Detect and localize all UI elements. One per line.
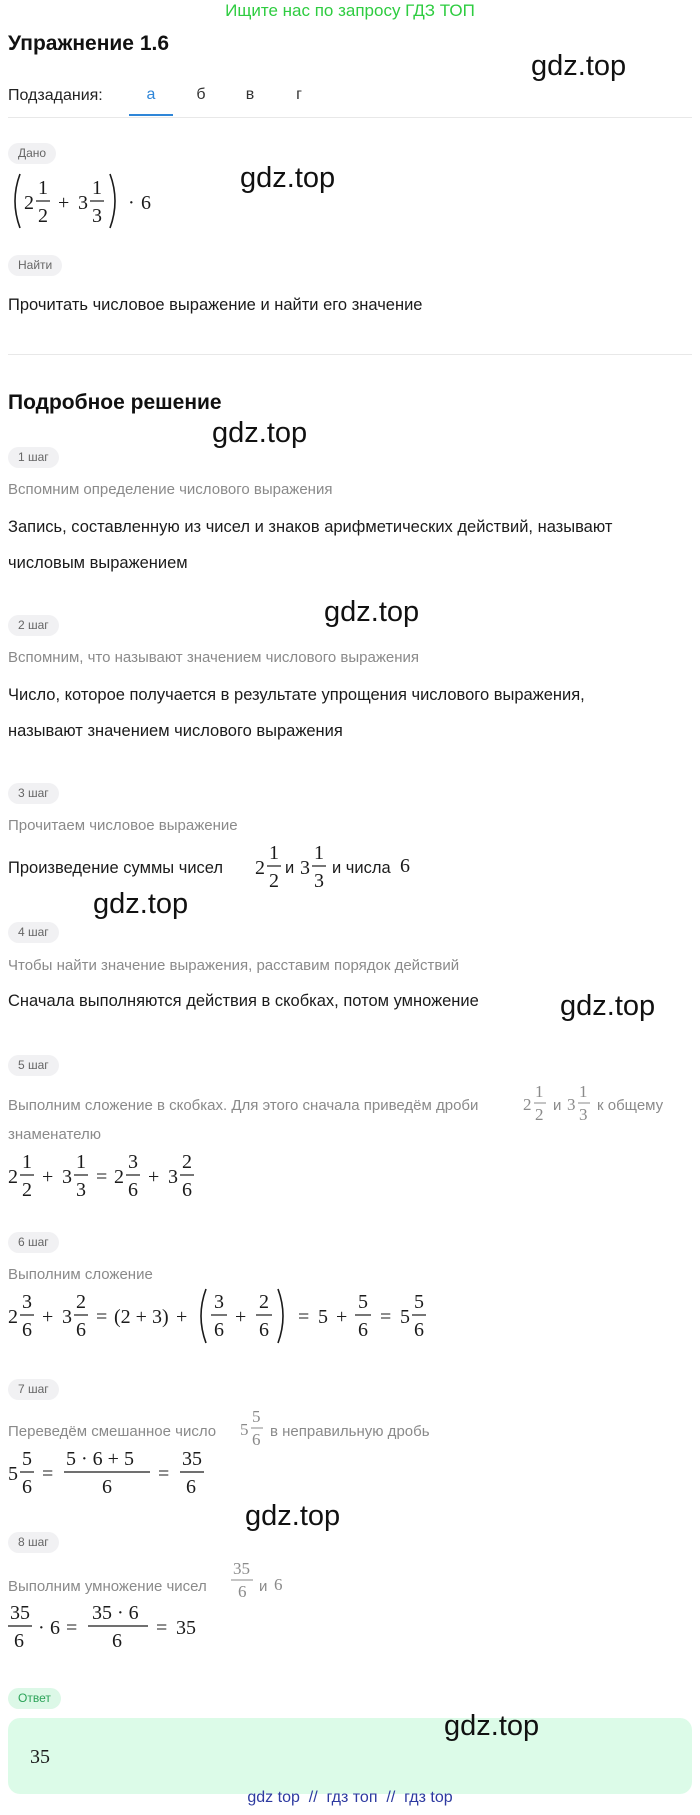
find-chip: Найти bbox=[8, 255, 62, 276]
step-chip: 7 шаг bbox=[8, 1379, 59, 1400]
svg-text:3: 3 bbox=[579, 1105, 588, 1124]
svg-text:6: 6 bbox=[182, 1179, 192, 1201]
svg-text:5 · 6 + 5: 5 · 6 + 5 bbox=[66, 1448, 134, 1470]
watermark: gdz.top bbox=[240, 162, 336, 194]
step-chip: 4 шаг bbox=[8, 922, 59, 943]
svg-text:2: 2 bbox=[22, 1179, 32, 1201]
svg-text:3: 3 bbox=[168, 1166, 178, 1188]
footer-links[interactable]: gdz top // гдз топ // гдз top bbox=[247, 1789, 453, 1806]
step-hint: и bbox=[259, 1578, 268, 1595]
svg-text:2: 2 bbox=[8, 1166, 18, 1188]
svg-text:=: = bbox=[96, 1166, 108, 1188]
step-text: числовым выражением bbox=[8, 554, 188, 572]
step8-equation bbox=[8, 1598, 208, 1654]
svg-text:5: 5 bbox=[240, 1420, 249, 1439]
svg-text:+: + bbox=[336, 1306, 348, 1328]
svg-text:1: 1 bbox=[579, 1082, 588, 1101]
svg-text:(2 + 3): (2 + 3) bbox=[114, 1306, 169, 1328]
step-chip: 1 шаг bbox=[8, 447, 59, 468]
watermark: gdz.top bbox=[212, 417, 308, 449]
answer-value: 35 bbox=[30, 1746, 50, 1768]
given-expression bbox=[8, 168, 168, 234]
step-text: Число, которое получается в результате упрощения числового выражения, bbox=[8, 686, 585, 704]
svg-text:3: 3 bbox=[62, 1306, 72, 1328]
divider bbox=[8, 354, 692, 355]
svg-text:5: 5 bbox=[8, 1463, 18, 1485]
step-chip: 2 шаг bbox=[8, 615, 59, 636]
svg-text:=: = bbox=[298, 1306, 310, 1328]
svg-text:=: = bbox=[66, 1617, 78, 1639]
svg-text:35: 35 bbox=[182, 1448, 202, 1470]
svg-text:3: 3 bbox=[62, 1166, 72, 1188]
fraction-3-1-3 bbox=[567, 1079, 597, 1129]
svg-text:3: 3 bbox=[300, 857, 310, 879]
step-chip: 8 шаг bbox=[8, 1532, 59, 1553]
svg-text:6: 6 bbox=[186, 1476, 196, 1498]
svg-text:3: 3 bbox=[567, 1095, 576, 1114]
svg-text:3: 3 bbox=[128, 1151, 138, 1173]
svg-text:2: 2 bbox=[535, 1105, 544, 1124]
step5-equation bbox=[8, 1147, 208, 1203]
svg-text:6: 6 bbox=[252, 1430, 261, 1449]
svg-text:3: 3 bbox=[76, 1179, 86, 1201]
step-text: и bbox=[285, 859, 295, 877]
svg-text:·: · bbox=[38, 1617, 45, 1639]
svg-text:3: 3 bbox=[22, 1291, 32, 1313]
step-text: Сначала выполняются действия в скобках, потом умножение bbox=[8, 992, 479, 1010]
svg-text:1: 1 bbox=[92, 177, 102, 199]
svg-text:·: · bbox=[128, 192, 135, 214]
svg-text:2: 2 bbox=[76, 1291, 86, 1313]
number-six: 6 bbox=[400, 855, 410, 877]
svg-text:5: 5 bbox=[22, 1448, 32, 1470]
tab-v[interactable]: в bbox=[245, 86, 255, 103]
step6-equation bbox=[8, 1283, 448, 1349]
svg-text:6: 6 bbox=[22, 1319, 32, 1341]
svg-text:=: = bbox=[96, 1306, 108, 1328]
watermark: gdz.top bbox=[531, 50, 627, 82]
svg-text:6: 6 bbox=[22, 1476, 32, 1498]
svg-text:1: 1 bbox=[269, 842, 279, 864]
step-hint: Переведём смешанное число bbox=[8, 1423, 217, 1440]
svg-text:3: 3 bbox=[214, 1291, 224, 1313]
svg-text:1: 1 bbox=[314, 842, 324, 864]
svg-text:6: 6 bbox=[358, 1319, 368, 1341]
step-text: называют значением числового выражения bbox=[8, 722, 343, 740]
svg-text:35 · 6: 35 · 6 bbox=[92, 1602, 139, 1624]
step7-equation bbox=[8, 1444, 208, 1500]
svg-text:3: 3 bbox=[92, 205, 102, 227]
number-six: 6 bbox=[274, 1575, 283, 1594]
svg-text:6: 6 bbox=[214, 1319, 224, 1341]
top-banner[interactable]: Ищите нас по запросу ГДЗ ТОП bbox=[225, 1, 475, 20]
step-hint: знаменателю bbox=[8, 1126, 102, 1143]
solution-title: Подробное решение bbox=[8, 391, 222, 414]
active-tab-indicator bbox=[129, 114, 173, 116]
watermark: gdz.top bbox=[245, 1500, 341, 1532]
svg-text:5: 5 bbox=[252, 1407, 261, 1426]
svg-text:+: + bbox=[148, 1166, 160, 1188]
svg-text:=: = bbox=[158, 1463, 170, 1485]
svg-text:2: 2 bbox=[259, 1291, 269, 1313]
svg-text:6: 6 bbox=[76, 1319, 86, 1341]
svg-text:1: 1 bbox=[76, 1151, 86, 1173]
step-hint: Выполним умножение чисел bbox=[8, 1578, 207, 1595]
svg-text:5: 5 bbox=[318, 1306, 328, 1328]
svg-text:6: 6 bbox=[102, 1476, 112, 1498]
step-hint: Прочитаем числовое выражение bbox=[8, 817, 238, 834]
svg-text:=: = bbox=[42, 1463, 54, 1485]
step-text: Произведение суммы чисел bbox=[8, 859, 224, 877]
fraction-2-1-2 bbox=[523, 1079, 553, 1129]
step-hint: Вспомним, что называют значением числового выражения bbox=[8, 649, 419, 666]
svg-text:6: 6 bbox=[141, 192, 151, 214]
given-chip: Дано bbox=[8, 143, 56, 164]
svg-text:+: + bbox=[58, 192, 70, 214]
step-text: Запись, составленную из чисел и знаков арифметических действий, называют bbox=[8, 518, 613, 536]
svg-text:6: 6 bbox=[50, 1617, 60, 1639]
step-hint: Выполним сложение bbox=[8, 1266, 153, 1283]
page-title: Упражнение 1.6 bbox=[8, 32, 170, 55]
svg-text:35: 35 bbox=[10, 1602, 30, 1624]
step-chip: 6 шаг bbox=[8, 1232, 59, 1253]
divider bbox=[8, 117, 692, 118]
svg-text:+: + bbox=[235, 1306, 247, 1328]
svg-text:2: 2 bbox=[523, 1095, 532, 1114]
svg-text:=: = bbox=[380, 1306, 392, 1328]
svg-text:2: 2 bbox=[38, 205, 48, 227]
step-hint: Вспомним определение числового выражения bbox=[8, 481, 333, 498]
watermark: gdz.top bbox=[560, 990, 656, 1022]
svg-text:2: 2 bbox=[114, 1166, 124, 1188]
fraction-2-1-2 bbox=[255, 838, 289, 894]
answer-chip: Ответ bbox=[8, 1688, 61, 1709]
step-chip: 3 шаг bbox=[8, 783, 59, 804]
watermark: gdz.top bbox=[444, 1710, 540, 1742]
svg-text:+: + bbox=[176, 1306, 188, 1328]
svg-text:6: 6 bbox=[414, 1319, 424, 1341]
svg-text:6: 6 bbox=[128, 1179, 138, 1201]
svg-text:6: 6 bbox=[259, 1319, 269, 1341]
svg-text:1: 1 bbox=[22, 1151, 32, 1173]
svg-text:2: 2 bbox=[269, 870, 279, 892]
tab-b[interactable]: б bbox=[196, 86, 206, 103]
svg-text:1: 1 bbox=[535, 1082, 544, 1101]
step-chip: 5 шаг bbox=[8, 1055, 59, 1076]
svg-text:5: 5 bbox=[400, 1306, 410, 1328]
svg-text:1: 1 bbox=[38, 177, 48, 199]
find-text: Прочитать числовое выражение и найти его значение bbox=[8, 296, 423, 314]
svg-text:6: 6 bbox=[112, 1630, 122, 1652]
step-hint: в неправильную дробь bbox=[270, 1423, 430, 1440]
step-hint: к общему bbox=[597, 1097, 664, 1114]
step-hint: Чтобы найти значение выражения, расставим порядок действий bbox=[8, 957, 460, 974]
svg-text:2: 2 bbox=[24, 192, 34, 214]
svg-text:6: 6 bbox=[14, 1630, 24, 1652]
subtasks-label: Подзадания: bbox=[8, 87, 103, 104]
svg-text:+: + bbox=[42, 1166, 54, 1188]
svg-text:6: 6 bbox=[238, 1582, 247, 1601]
watermark: gdz.top bbox=[93, 888, 189, 920]
svg-text:=: = bbox=[156, 1617, 168, 1639]
svg-text:3: 3 bbox=[78, 192, 88, 214]
svg-text:+: + bbox=[42, 1306, 54, 1328]
svg-text:5: 5 bbox=[414, 1291, 424, 1313]
step-hint: Выполним сложение в скобках. Для этого сначала приведём дроби bbox=[8, 1097, 479, 1114]
svg-text:3: 3 bbox=[314, 870, 324, 892]
watermark: gdz.top bbox=[324, 596, 420, 628]
svg-text:35: 35 bbox=[176, 1617, 196, 1639]
fraction-5-5-6 bbox=[240, 1404, 270, 1454]
svg-text:2: 2 bbox=[182, 1151, 192, 1173]
svg-text:2: 2 bbox=[255, 857, 265, 879]
answer-box bbox=[8, 1718, 692, 1794]
tab-a[interactable]: а bbox=[146, 86, 156, 103]
fraction-3-1-3 bbox=[300, 838, 334, 894]
step-text: и числа bbox=[332, 859, 391, 877]
tab-g[interactable]: г bbox=[296, 86, 302, 103]
svg-text:35: 35 bbox=[233, 1559, 250, 1578]
step-hint: и bbox=[553, 1097, 562, 1114]
fraction-35-6 bbox=[231, 1556, 257, 1606]
svg-text:2: 2 bbox=[8, 1306, 18, 1328]
svg-text:5: 5 bbox=[358, 1291, 368, 1313]
